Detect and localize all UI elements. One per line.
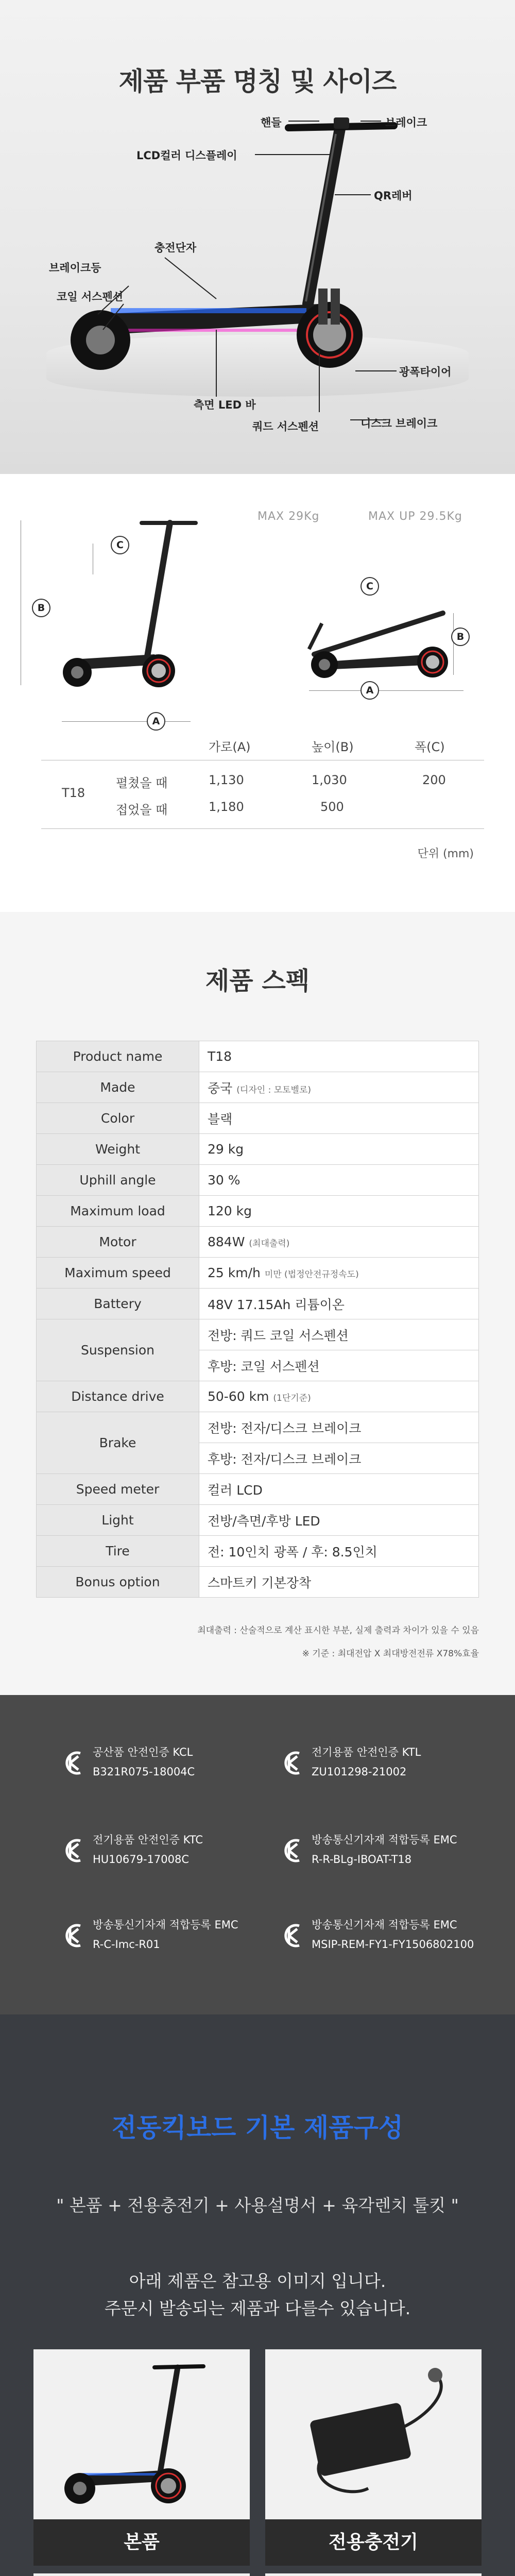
dim-row-a: 1,180 — [209, 800, 244, 814]
dimensions-section — [0, 474, 515, 912]
spec-value — [199, 1505, 479, 1536]
spec-value-text: 48V 17.15Ah 리튬이온 — [208, 1297, 345, 1312]
spec-key: Motor — [37, 1227, 199, 1258]
spec-value-text: 29 kg — [208, 1142, 244, 1157]
spec-key: Color — [37, 1103, 199, 1134]
label-qr-lever: QR레버 — [374, 190, 413, 202]
spec-key: Maximum speed — [37, 1258, 199, 1289]
label-handle: 핸들 — [261, 116, 282, 129]
label-quad-suspension: 쿼드 서스펜션 — [252, 420, 319, 433]
package-title: 전동킥보드 기본 제품구성 — [111, 2113, 404, 2143]
cert-item — [62, 1826, 283, 1893]
spec-row — [37, 1165, 479, 1196]
parts-section — [0, 0, 515, 474]
cert-code: R-R-BLg-IBOAT-T18 — [312, 1853, 412, 1866]
spec-value — [199, 1227, 479, 1258]
spec-key: Product name — [37, 1041, 199, 1072]
spec-value-text: 후방: 코일 서스펜션 — [208, 1359, 320, 1374]
spec-row — [37, 1567, 479, 1598]
spec-key: Speed meter — [37, 1474, 199, 1505]
spec-key: Weight — [37, 1134, 199, 1165]
spec-key: Made — [37, 1072, 199, 1103]
label-brake-light: 브레이크등 — [49, 262, 101, 274]
spec-row — [37, 1536, 479, 1567]
spec-key: Light — [37, 1505, 199, 1536]
spec-key: Maximum load — [37, 1196, 199, 1227]
spec-value-text: 전방/측면/후방 LED — [208, 1513, 320, 1529]
spec-key: Suspension — [37, 1319, 199, 1381]
spec-value-text: 전: 10인치 광폭 / 후: 8.5인치 — [208, 1544, 377, 1560]
cert-item — [281, 1911, 502, 1978]
dim-label-b-1: B — [32, 599, 50, 617]
cert-title: 방송통신기자재 적합등록 EMC — [312, 1834, 457, 1846]
spec-section — [0, 912, 515, 1695]
label-lcd-display: LCD컬러 디스플레이 — [136, 149, 237, 162]
dim-divider — [41, 828, 484, 829]
cert-title: 전기용품 안전인증 KTC — [93, 1834, 203, 1846]
dim-label-c-1: C — [111, 536, 129, 554]
package-notice-1: 아래 제품은 참고용 이미지 입니다. — [129, 2271, 386, 2291]
dim-line-width-1 — [62, 721, 191, 722]
cert-item — [281, 1739, 502, 1806]
spec-key: Bonus option — [37, 1567, 199, 1598]
dim-label-c-2: C — [360, 577, 379, 596]
package-item-label: 전용충전기 — [265, 2519, 482, 2566]
spec-row — [37, 1289, 479, 1319]
cert-code: HU10679-17008C — [93, 1853, 190, 1866]
label-wide-tire: 광폭타이어 — [399, 366, 452, 378]
dim-model: T18 — [62, 786, 85, 800]
manual-photo — [33, 2573, 250, 2576]
dim-row-b: 1,030 — [312, 773, 347, 787]
spec-value-text: 120 kg — [208, 1204, 252, 1218]
spec-value-note: (디자인 : 모토벨로) — [236, 1084, 312, 1095]
spec-value — [199, 1319, 479, 1350]
kc-mark-icon — [62, 1838, 84, 1863]
spec-value-text: 후방: 전자/디스크 브레이크 — [208, 1451, 362, 1467]
cert-code: R-C-Imc-R01 — [93, 1938, 160, 1951]
spec-value — [199, 1567, 479, 1598]
charger-photo — [265, 2349, 482, 2519]
kc-mark-icon — [62, 1750, 84, 1776]
cert-code: B321R075-18004C — [93, 1766, 195, 1778]
package-item-label: 본품 — [33, 2519, 250, 2566]
spec-key: Distance drive — [37, 1381, 199, 1412]
cert-title: 방송통신기자재 적합등록 EMC — [312, 1919, 457, 1931]
dim-unit: 단위 (mm) — [417, 848, 474, 860]
spec-value-note: 미만 (법정안전규정속도) — [264, 1269, 359, 1280]
cert-item — [62, 1911, 283, 1978]
spec-note-1: 최대출력 : 산술적으로 계산 표시한 부분, 실제 출력과 차이가 있을 수 있음 — [197, 1625, 479, 1636]
cert-code: MSIP-REM-FY1-FY1506802100 — [312, 1938, 474, 1951]
spec-value — [199, 1443, 479, 1474]
dim-label-a-2: A — [360, 681, 379, 700]
spec-row — [37, 1196, 479, 1227]
dim-row-state: 펼쳤을 때 — [116, 776, 168, 790]
certification-section — [0, 1695, 515, 2014]
spec-value-note: (1단기준) — [273, 1393, 311, 1403]
spec-value-text: 컬러 LCD — [208, 1482, 263, 1498]
spec-value — [199, 1381, 479, 1412]
spec-key: Tire — [37, 1536, 199, 1567]
package-item-hex-wrench — [265, 2573, 482, 2576]
spec-row — [37, 1474, 479, 1505]
spec-title: 제품 스펙 — [205, 967, 310, 995]
kc-mark-icon — [281, 1923, 303, 1948]
spec-key: Battery — [37, 1289, 199, 1319]
package-item-charger — [265, 2349, 482, 2566]
spec-value — [199, 1134, 479, 1165]
label-brake-lever: 브레이크 — [385, 116, 427, 129]
spec-value-text: 전방: 전자/디스크 브레이크 — [208, 1420, 362, 1436]
spec-value-text: 50-60 km — [208, 1389, 269, 1404]
dim-label-a-1: A — [147, 712, 165, 731]
spec-row — [37, 1381, 479, 1412]
kc-mark-icon — [281, 1750, 303, 1776]
dim-header-c: 폭(C) — [415, 740, 445, 754]
label-side-led: 측면 LED 바 — [194, 399, 256, 411]
package-notice-2: 주문시 발송되는 제품과 다를수 있습니다. — [104, 2298, 411, 2318]
label-disc-brake: 디스크 브레이크 — [360, 417, 438, 430]
spec-note-2: ※ 기준 : 최대전압 X 최대방전전류 X78%효율 — [302, 1649, 479, 1659]
spec-value-text: 25 km/h — [208, 1265, 261, 1280]
scooter-illustration — [0, 0, 515, 474]
package-contents: " 본품 + 전용충전기 + 사용설명서 + 육각렌치 툴킷 " — [56, 2195, 459, 2215]
spec-row — [37, 1227, 479, 1258]
spec-row — [37, 1134, 479, 1165]
spec-value — [199, 1536, 479, 1567]
parts-title: 제품 부품 명칭 및 사이즈 — [118, 66, 397, 96]
dim-header-b: 높이(B) — [312, 740, 354, 754]
spec-key: Uphill angle — [37, 1165, 199, 1196]
spec-row — [37, 1041, 479, 1072]
spec-value-text: 884W — [208, 1234, 245, 1249]
spec-value — [199, 1165, 479, 1196]
cert-title: 방송통신기자재 적합등록 EMC — [93, 1919, 238, 1931]
dim-header-a: 가로(A) — [209, 740, 251, 754]
spec-value-text: 30 % — [208, 1173, 241, 1188]
kc-mark-icon — [281, 1838, 303, 1863]
cert-title: 공산품 안전인증 KCL — [93, 1746, 193, 1758]
dim-row-a: 1,130 — [209, 773, 244, 787]
package-item-manual — [33, 2573, 250, 2576]
dim-line-width-2 — [309, 690, 464, 691]
kc-mark-icon — [62, 1923, 84, 1948]
spec-value — [199, 1072, 479, 1103]
spec-row — [37, 1258, 479, 1289]
spec-value-text: 블랙 — [208, 1111, 233, 1127]
max-weight: MAX 29Kg — [258, 510, 320, 523]
spec-value-note: (최대출력) — [249, 1239, 290, 1249]
spec-row — [37, 1072, 479, 1103]
spec-row — [37, 1103, 479, 1134]
dim-row-c: 200 — [422, 773, 446, 787]
spec-value-text: 스마트키 기본장착 — [208, 1575, 312, 1590]
cert-item — [281, 1826, 502, 1893]
spec-value — [199, 1258, 479, 1289]
spec-key: Brake — [37, 1412, 199, 1474]
scooter-photo — [33, 2349, 250, 2519]
spec-value — [199, 1196, 479, 1227]
dim-line-height-2 — [453, 613, 454, 675]
package-item-scooter — [33, 2349, 250, 2566]
spec-value — [199, 1474, 479, 1505]
label-charge-port: 충전단자 — [154, 242, 197, 254]
spec-row — [37, 1319, 479, 1350]
hex-wrench-photo — [265, 2573, 482, 2576]
spec-value — [199, 1289, 479, 1319]
spec-row — [37, 1505, 479, 1536]
spec-row — [37, 1412, 479, 1443]
spec-value-text: T18 — [208, 1049, 232, 1064]
spec-value — [199, 1041, 479, 1072]
dim-label-b-2: B — [451, 628, 470, 646]
dim-row-state: 접었을 때 — [116, 803, 168, 817]
label-coil-suspension: 코일 서스펜션 — [57, 291, 124, 303]
spec-value — [199, 1412, 479, 1443]
unfolded-scooter-diagram — [31, 505, 247, 711]
spec-table — [36, 1041, 479, 1598]
dim-row-b: 500 — [320, 800, 344, 814]
spec-value — [199, 1103, 479, 1134]
package-section — [0, 2014, 515, 2576]
cert-title: 전기용품 안전인증 KTL — [312, 1746, 421, 1758]
spec-value — [199, 1350, 479, 1381]
cert-item — [62, 1739, 283, 1806]
spec-value-text: 전방: 쿼드 코일 서스펜션 — [208, 1328, 349, 1343]
spec-value-text: 중국 — [208, 1080, 233, 1096]
max-up-weight: MAX UP 29.5Kg — [368, 510, 462, 523]
cert-code: ZU101298-21002 — [312, 1766, 407, 1778]
